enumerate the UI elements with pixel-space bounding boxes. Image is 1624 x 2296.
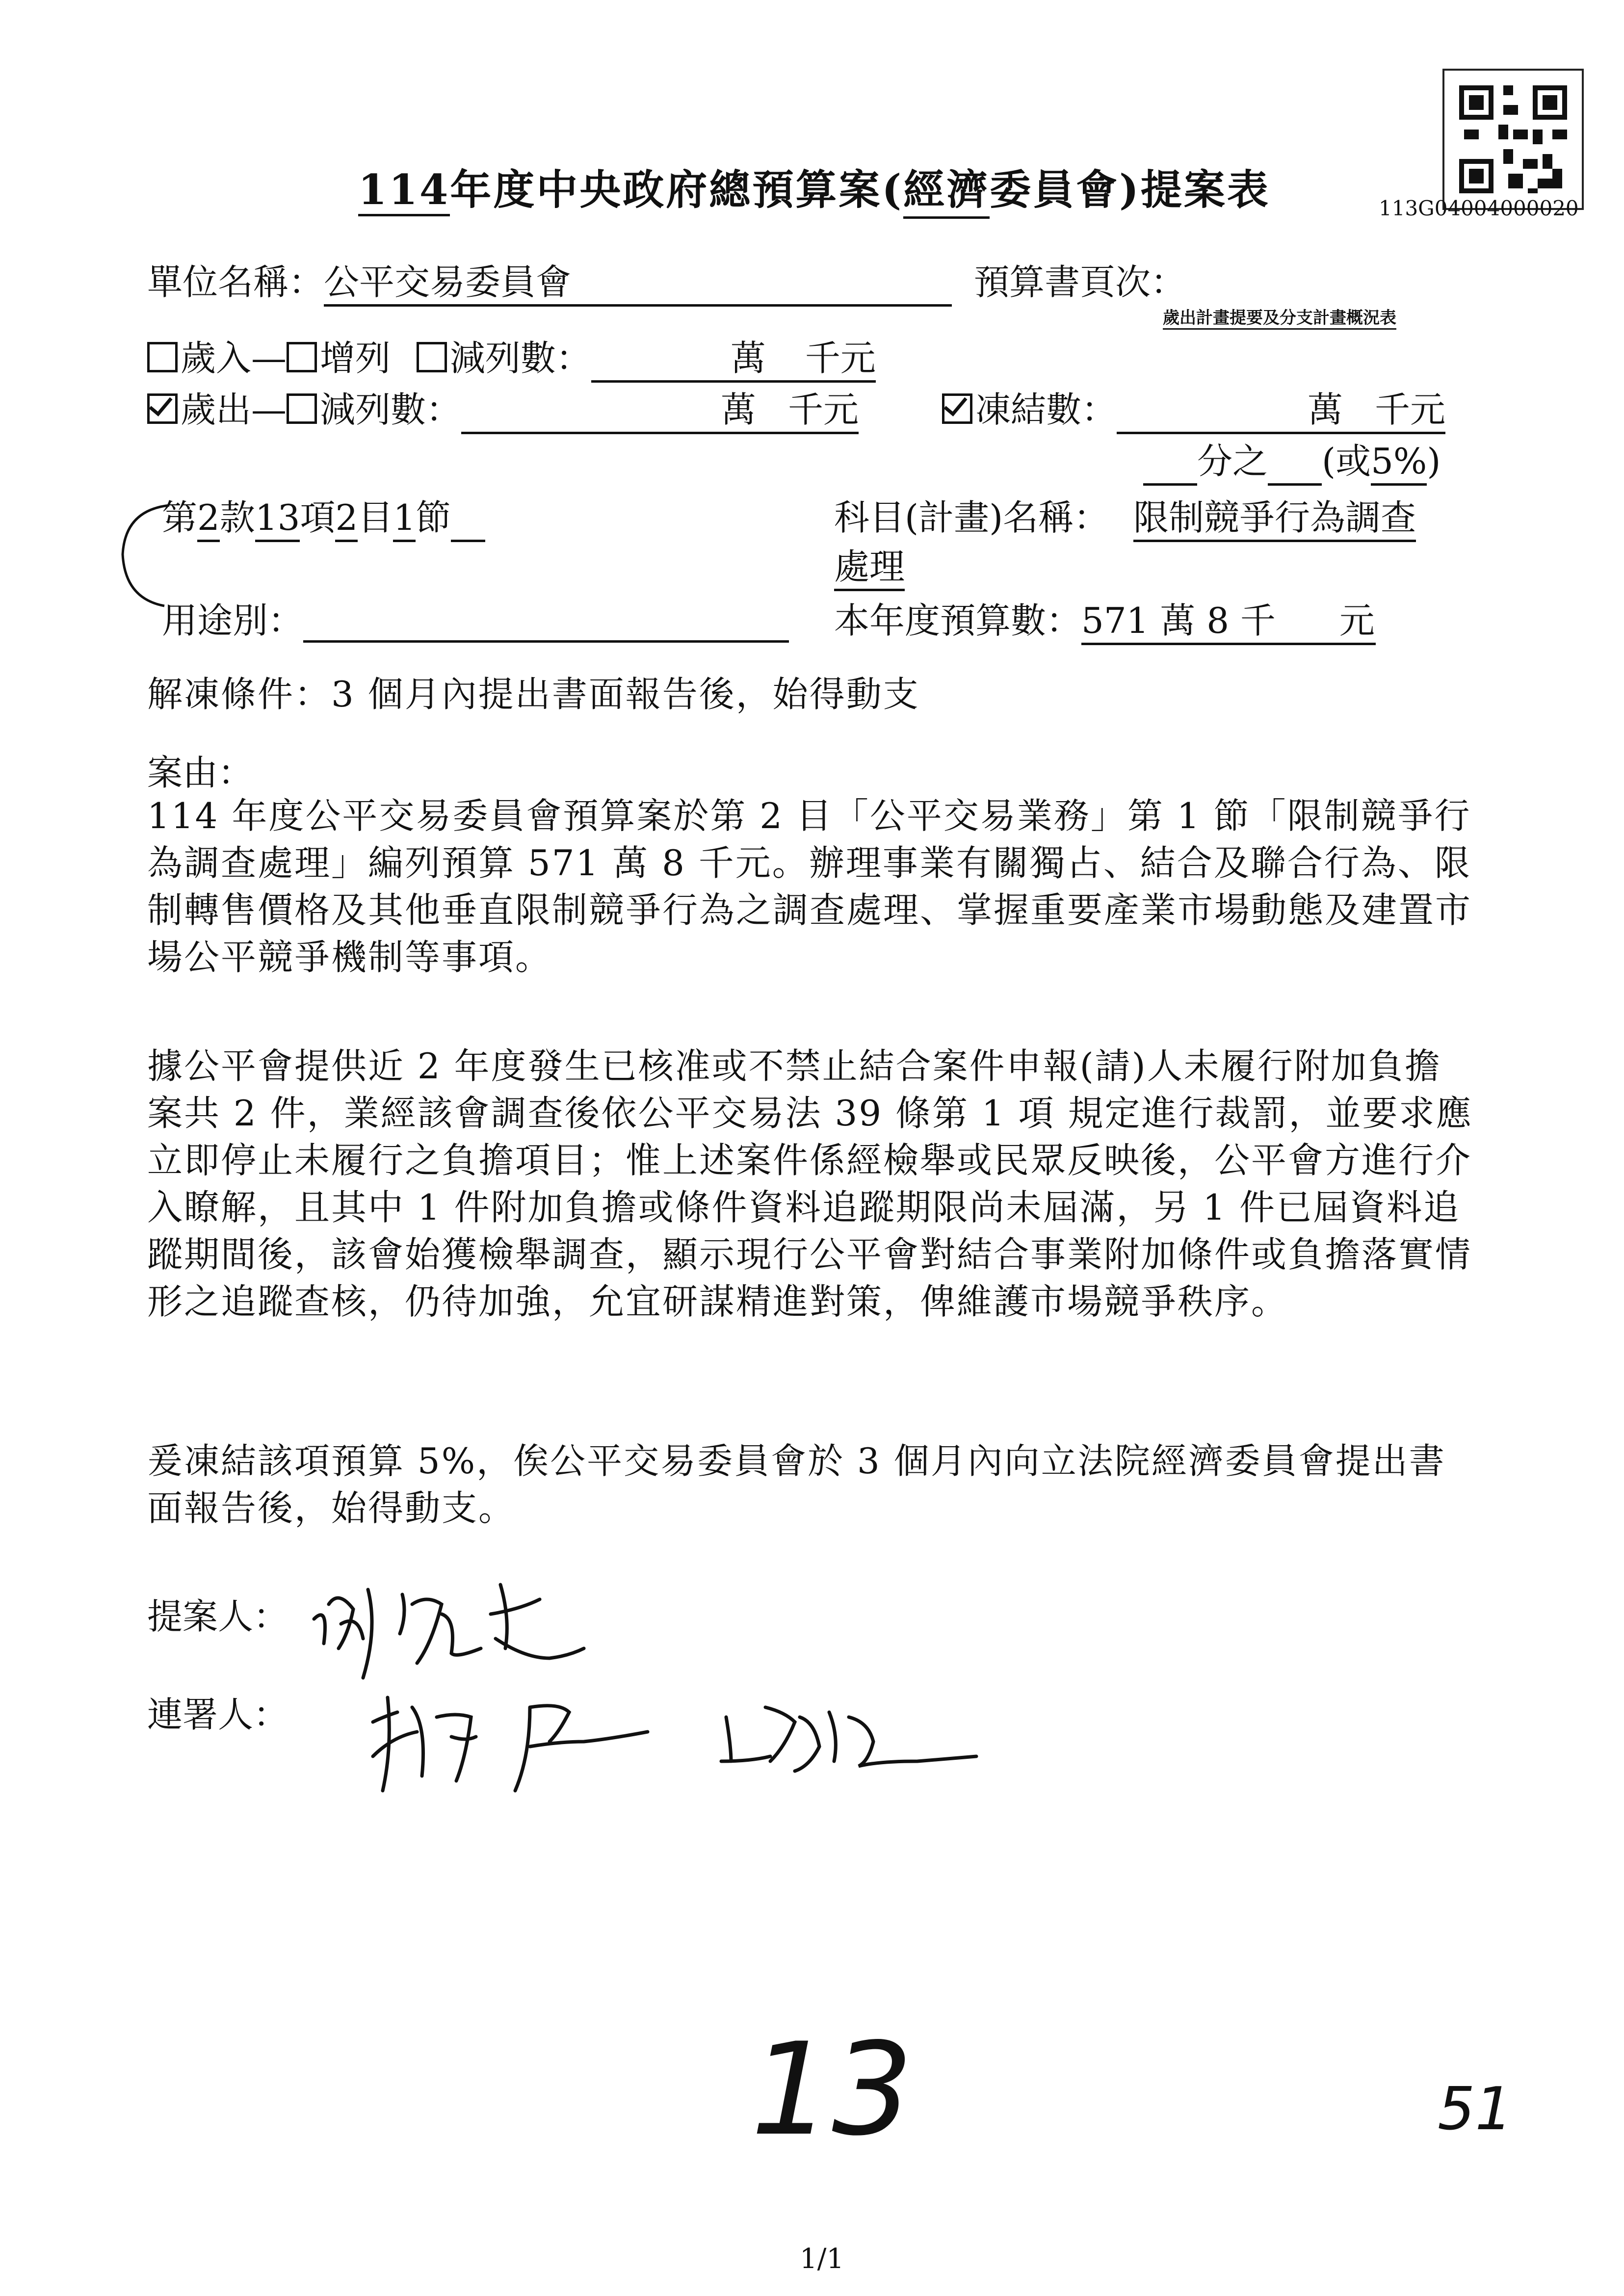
unit-value: 公平交易委員會 — [324, 260, 952, 307]
subject-value-1: 限制競爭行為調查 — [1133, 496, 1416, 542]
reason-paragraph-2: 據公平會提供近 2 年度發生已核准或不禁止結合案件申報(請)人未履行附加負擔案共 2 件，業經該會調查後依公平交易法 39 條第 1 項 規定進行裁罰，並要求應立即停止未履行之負擔項目；惟上述案件係經檢舉或民眾反映後，公平會方進行介入瞭解，且其中 1 件附加負擔或條件資料追蹤期限尚未屆滿，另 1 件已屆資料追蹤期間後，該會始獲檢舉調查，顯示現行公平會對結合事業附加條件或負擔落實情形之追蹤查核，仍待加強，允宜研謀精進對策，俾維護市場競爭秩序。 — [147, 1045, 1473, 1322]
budget-row: 本年度預算數：571 萬 8 千 元 — [834, 599, 1376, 645]
revenue-line: 歲入— 增列 減列數： 萬 千元 — [147, 336, 876, 383]
unit-row — [147, 260, 952, 307]
revenue-checkbox[interactable] — [147, 342, 178, 372]
freeze-line: 凍結數： 萬 千元 — [942, 388, 1445, 434]
page-ref-label: 預算書頁次： — [974, 261, 1186, 303]
qr-code-number: 113G04004000020 — [1379, 196, 1579, 220]
budget-value: 571 萬 8 千 元 — [1081, 599, 1376, 645]
usage-row: 用途別： — [162, 599, 789, 643]
title-text-b: 委員會)提案表 — [990, 165, 1270, 214]
handwritten-page-number: 13 — [751, 2016, 913, 2164]
cosigner-label: 連署人： — [147, 1694, 289, 1735]
unfreeze-condition: 解凍條件：3 個月內提出書面報告後，始得動支 — [147, 674, 920, 715]
reason-label: 案由： — [147, 752, 254, 793]
handwritten-corner-number: 51 — [1438, 2075, 1513, 2143]
qr-code — [1442, 69, 1584, 210]
cosigner-signature-2 — [711, 1688, 986, 1786]
proposer-label: 提案人： — [147, 1596, 289, 1637]
subject-label: 科目(計畫)名稱： — [834, 497, 1109, 538]
expense-line: 歲出— 減列數： 萬 千元 — [147, 388, 859, 434]
title-year: 114 — [358, 165, 450, 216]
reason-paragraph-1: 114 年度公平交易委員會預算案於第 2 目「公平交易業務」第 1 節「限制競爭行為調查處理」編列預算 571 萬 8 千元。辦理事業有關獨占、結合及聯合行為、限制轉售價格及其他垂直限制競爭行為之調查處理、掌握重要產業市場動態及建置市場公平競爭機制等事項。 — [147, 795, 1472, 978]
page-title — [358, 157, 1270, 219]
freeze-checkbox[interactable] — [942, 393, 972, 424]
page-footer: 1/1 — [800, 2243, 844, 2275]
fraction-line: 分之 (或5%) — [1143, 439, 1441, 486]
cosigner-signature-1 — [353, 1678, 687, 1805]
title-committee: 經濟 — [903, 157, 990, 219]
qr-code-icon — [1444, 71, 1582, 208]
subject-value-2: 處理 — [834, 545, 905, 591]
classification-row: 第2款13項2目1節 — [162, 496, 485, 542]
revenue-decrease-checkbox[interactable] — [417, 342, 447, 372]
page-ref-note: 歲出計畫提要及分支計畫概況表 — [1163, 304, 1396, 330]
title-text-a: 年度中央政府總預算案( — [450, 165, 904, 214]
unit-label: 單位名稱： — [147, 261, 324, 303]
expense-checkbox[interactable] — [147, 393, 178, 424]
page-ref — [974, 260, 1186, 304]
reason-paragraph-3: 爰凍結該項預算 5%，俟公平交易委員會於 3 個月內向立法院經濟委員會提出書面報告後，始得動支。 — [147, 1440, 1446, 1529]
expense-decrease-checkbox[interactable] — [287, 393, 317, 424]
revenue-increase-checkbox[interactable] — [287, 342, 317, 372]
